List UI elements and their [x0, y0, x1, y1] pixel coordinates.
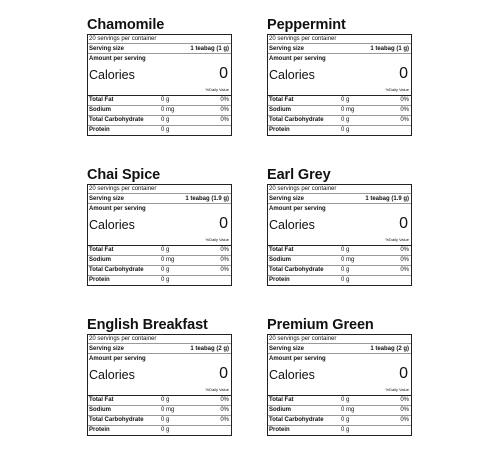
nutrition-facts-box [267, 184, 412, 286]
nutrient-amount: 0 mg [161, 257, 175, 263]
nutrient-row [269, 396, 409, 404]
servings-per-container: 20 servings per container [89, 186, 157, 192]
nutrient-amount: 0 g [341, 117, 350, 123]
nutrient-daily-value: 0% [220, 247, 229, 253]
product-title: Chamomile [87, 17, 165, 33]
daily-value-header: %Daily Value [385, 87, 409, 92]
nutrient-row [269, 126, 409, 134]
servings-per-container: 20 servings per container [269, 336, 337, 342]
nutrient-row [269, 116, 409, 124]
amount-per-serving: Amount per serving [89, 206, 146, 212]
serving-size-label: Serving size [89, 346, 125, 352]
serving-size-row [89, 345, 229, 353]
serving-size-row [269, 195, 409, 203]
servings-per-container: 20 servings per container [269, 36, 337, 42]
nutrient-name: Total Carbohydrate [269, 117, 324, 123]
nutrient-amount: 0 g [341, 397, 350, 403]
calories-label: Calories [89, 368, 135, 382]
serving-size-label: Serving size [269, 196, 305, 202]
serving-size-label: Serving size [269, 346, 305, 352]
nutrient-amount: 0 mg [341, 107, 355, 113]
nutrient-row [269, 256, 409, 264]
product-title: Peppermint [267, 17, 346, 33]
nutrient-row [269, 426, 409, 434]
nutrition-label [87, 17, 232, 136]
nutrient-row [269, 416, 409, 424]
serving-size-value: 1 teabag (2 g) [370, 346, 409, 352]
nutrient-amount: 0 g [161, 277, 170, 283]
serving-size-row [269, 45, 409, 53]
nutrient-name: Total Carbohydrate [89, 417, 144, 423]
nutrient-row [89, 276, 229, 284]
nutrient-amount: 0 g [161, 97, 170, 103]
nutrition-facts-box [267, 34, 412, 136]
serving-size-label: Serving size [89, 196, 125, 202]
amount-per-serving: Amount per serving [89, 356, 146, 362]
nutrient-name: Sodium [269, 407, 291, 413]
amount-per-serving: Amount per serving [269, 356, 326, 362]
nutrient-name: Protein [269, 277, 290, 283]
serving-size-value: 1 teabag (1 g) [190, 46, 229, 52]
nutrient-daily-value: 0% [400, 257, 409, 263]
nutrient-name: Total Carbohydrate [269, 417, 324, 423]
nutrition-label [87, 317, 232, 436]
nutrient-row [269, 246, 409, 254]
nutrient-row [89, 406, 229, 414]
divider [88, 53, 231, 54]
nutrient-row [89, 246, 229, 254]
divider [268, 43, 411, 44]
nutrient-row [89, 426, 229, 434]
daily-value-header: %Daily Value [205, 87, 229, 92]
nutrient-daily-value: 0% [220, 107, 229, 113]
nutrient-daily-value: 0% [220, 117, 229, 123]
nutrient-name: Total Carbohydrate [89, 117, 144, 123]
nutrient-row [89, 106, 229, 114]
calories-value: 0 [399, 365, 408, 382]
servings-per-container: 20 servings per container [89, 336, 157, 342]
nutrient-name: Sodium [89, 107, 111, 113]
divider [268, 203, 411, 204]
nutrient-daily-value: 0% [400, 117, 409, 123]
divider [268, 193, 411, 194]
nutrient-amount: 0 g [161, 427, 170, 433]
nutrient-amount: 0 g [161, 417, 170, 423]
serving-size-value: 1 teabag (2 g) [190, 346, 229, 352]
nutrient-row [89, 116, 229, 124]
nutrient-name: Total Fat [269, 97, 294, 103]
calories-label: Calories [269, 218, 315, 232]
nutrient-amount: 0 g [161, 267, 170, 273]
nutrient-row [89, 396, 229, 404]
nutrient-daily-value: 0% [400, 267, 409, 273]
divider [268, 353, 411, 354]
nutrient-amount: 0 mg [161, 407, 175, 413]
calories-label: Calories [269, 368, 315, 382]
nutrient-daily-value: 0% [220, 267, 229, 273]
nutrient-amount: 0 g [161, 127, 170, 133]
nutrient-name: Total Carbohydrate [89, 267, 144, 273]
servings-per-container: 20 servings per container [269, 186, 337, 192]
nutrition-facts-box [87, 34, 232, 136]
divider [88, 193, 231, 194]
nutrient-amount: 0 mg [341, 257, 355, 263]
nutrient-row [89, 256, 229, 264]
calories-value: 0 [219, 215, 228, 232]
nutrient-name: Total Fat [269, 247, 294, 253]
calories-value: 0 [399, 65, 408, 82]
serving-size-label: Serving size [89, 46, 125, 52]
nutrient-row [269, 276, 409, 284]
nutrition-facts-box [87, 184, 232, 286]
daily-value-header: %Daily Value [205, 237, 229, 242]
nutrient-name: Total Fat [89, 397, 114, 403]
nutrient-daily-value: 0% [400, 417, 409, 423]
calories-label: Calories [89, 68, 135, 82]
serving-size-value: 1 teabag (1 g) [370, 46, 409, 52]
nutrient-name: Protein [269, 427, 290, 433]
nutrition-label [267, 17, 412, 136]
serving-size-value: 1 teabag (1.9 g) [185, 196, 229, 202]
nutrient-amount: 0 g [341, 97, 350, 103]
nutrient-row [89, 266, 229, 274]
nutrient-row [269, 96, 409, 104]
nutrient-daily-value: 0% [400, 407, 409, 413]
daily-value-header: %Daily Value [385, 387, 409, 392]
serving-size-label: Serving size [269, 46, 305, 52]
nutrient-daily-value: 0% [400, 247, 409, 253]
nutrient-name: Protein [89, 427, 110, 433]
nutrient-name: Protein [89, 277, 110, 283]
nutrient-amount: 0 g [341, 247, 350, 253]
nutrient-amount: 0 mg [161, 107, 175, 113]
nutrient-daily-value: 0% [400, 97, 409, 103]
nutrient-name: Sodium [269, 107, 291, 113]
nutrition-facts-box [87, 334, 232, 436]
nutrient-daily-value: 0% [220, 397, 229, 403]
nutrient-row [269, 406, 409, 414]
nutrient-daily-value: 0% [220, 407, 229, 413]
amount-per-serving: Amount per serving [269, 206, 326, 212]
product-title: Earl Grey [267, 167, 331, 183]
nutrient-row [269, 106, 409, 114]
nutrition-facts-box [267, 334, 412, 436]
nutrient-daily-value: 0% [220, 417, 229, 423]
daily-value-header: %Daily Value [205, 387, 229, 392]
serving-size-value: 1 teabag (1.9 g) [365, 196, 409, 202]
nutrition-label [267, 317, 412, 436]
calories-value: 0 [399, 215, 408, 232]
amount-per-serving: Amount per serving [89, 56, 146, 62]
nutrient-amount: 0 g [341, 427, 350, 433]
nutrient-name: Sodium [89, 407, 111, 413]
serving-size-row [269, 345, 409, 353]
divider [88, 353, 231, 354]
nutrition-label [267, 167, 412, 286]
nutrient-amount: 0 g [341, 277, 350, 283]
product-title: Premium Green [267, 317, 374, 333]
nutrient-daily-value: 0% [400, 107, 409, 113]
nutrient-row [89, 126, 229, 134]
nutrient-amount: 0 g [161, 247, 170, 253]
nutrient-name: Total Fat [269, 397, 294, 403]
nutrient-name: Sodium [269, 257, 291, 263]
nutrition-label [87, 167, 232, 286]
nutrient-amount: 0 g [341, 417, 350, 423]
nutrient-amount: 0 g [341, 267, 350, 273]
calories-value: 0 [219, 65, 228, 82]
product-title: English Breakfast [87, 317, 208, 333]
amount-per-serving: Amount per serving [269, 56, 326, 62]
nutrient-name: Protein [269, 127, 290, 133]
product-title: Chai Spice [87, 167, 161, 183]
nutrient-amount: 0 mg [341, 407, 355, 413]
nutrient-row [89, 416, 229, 424]
divider [268, 53, 411, 54]
calories-label: Calories [269, 68, 315, 82]
nutrient-name: Sodium [89, 257, 111, 263]
nutrient-name: Total Fat [89, 97, 114, 103]
calories-value: 0 [219, 365, 228, 382]
nutrient-daily-value: 0% [220, 97, 229, 103]
divider [88, 203, 231, 204]
divider [268, 343, 411, 344]
nutrient-row [269, 266, 409, 274]
nutrient-name: Protein [89, 127, 110, 133]
divider [88, 343, 231, 344]
nutrient-daily-value: 0% [400, 397, 409, 403]
nutrient-daily-value: 0% [220, 257, 229, 263]
nutrient-amount: 0 g [161, 397, 170, 403]
serving-size-row [89, 45, 229, 53]
serving-size-row [89, 195, 229, 203]
divider [88, 43, 231, 44]
nutrient-name: Total Carbohydrate [269, 267, 324, 273]
calories-label: Calories [89, 218, 135, 232]
nutrient-name: Total Fat [89, 247, 114, 253]
daily-value-header: %Daily Value [385, 237, 409, 242]
nutrient-amount: 0 g [161, 117, 170, 123]
servings-per-container: 20 servings per container [89, 36, 157, 42]
nutrient-row [89, 96, 229, 104]
nutrient-amount: 0 g [341, 127, 350, 133]
